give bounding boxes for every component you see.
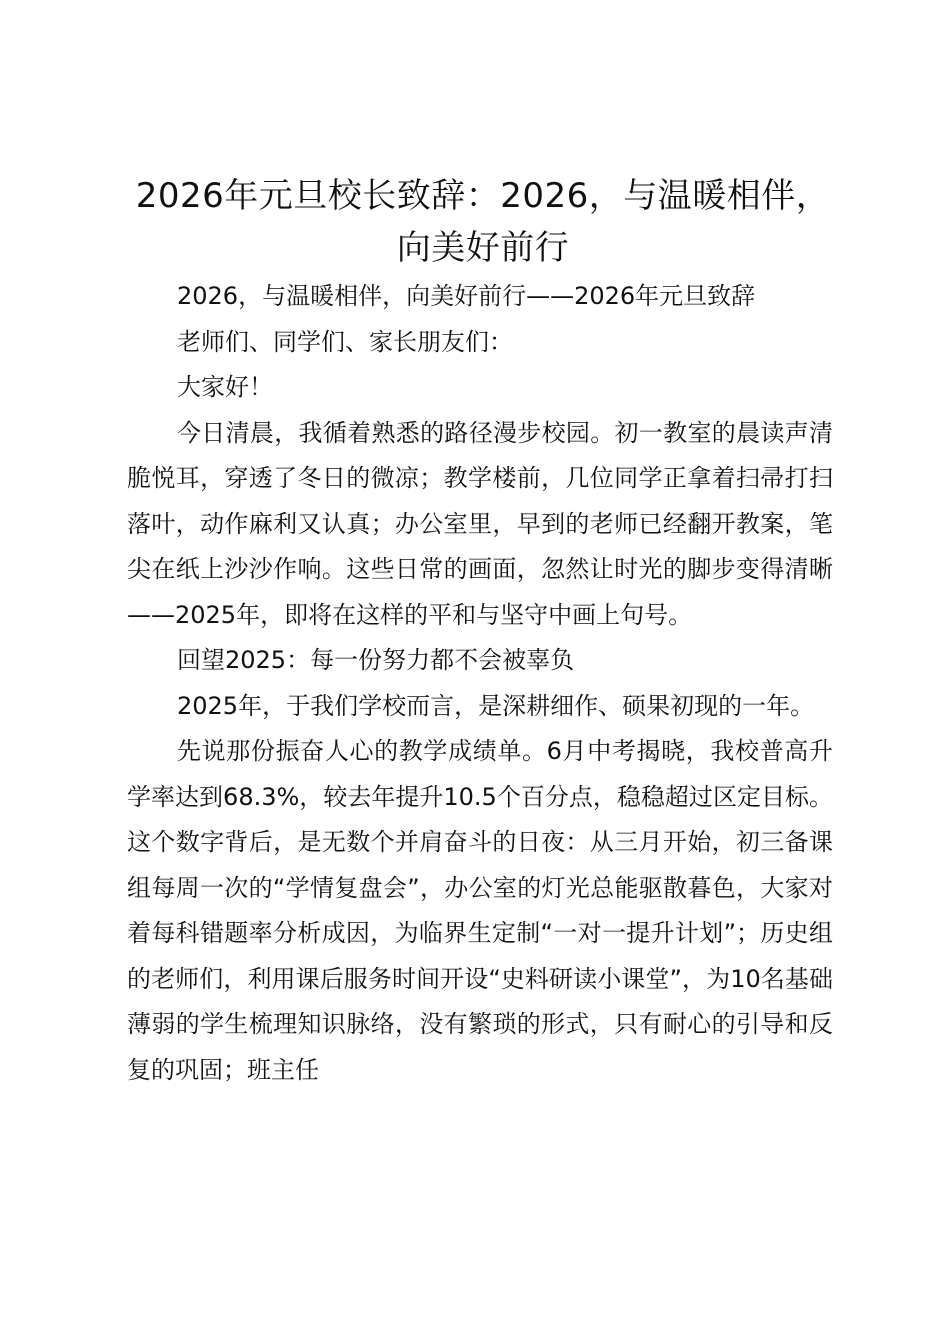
body-paragraph: 2025年，于我们学校而言，是深耕细作、硕果初现的一年。 [177,691,815,720]
body-paragraph: 今日清晨，我循着熟悉的路径漫步校园。初一教室的晨读声清脆悦耳，穿透了冬日的微凉；教学楼前，几位同学正拿着扫帚打扫落叶，动作麻利又认真；办公室里，早到的老师已经翻开教案，笔尖在纸上沙沙作响。这些日常的画面，忽然让时光的脚步变得清晰——2025年，即将在这样的平和与坚守中画上句号。 [127,418,833,629]
body-paragraph: 先说那份振奋人心的教学成绩单。6月中考揭晓，我校普高升学率达到68.3%，较去年提升10.5个百分点，稳稳超过区定目标。这个数字背后，是无数个并肩奋斗的日夜：从三月开始，初三备课组每周一次的“学情复盘会”，办公室的灯光总能驱散暮色，大家对着每科错题率分析成因，为临界生定制“一对一提升计划”；历史组的老师们，利用课后服务时间开设“史料研读小课堂”，为10名基础薄弱的学生梳理知识脉络，没有繁琐的形式，只有耐心的引导和反复的巩固；班主任 [127,737,833,1084]
section-heading: 回望2025：每一份努力都不会被辜负 [177,646,575,674]
document-page [127,170,833,1093]
salutation-paragraph: 老师们、同学们、家长朋友们： [177,327,513,356]
document-title: 2026年元旦校长致辞：2026，与温暖相伴，向美好前行 [135,176,831,268]
greeting-paragraph: 大家好！ [177,373,273,401]
subtitle-paragraph: 2026，与温暖相伴，向美好前行——2026年元旦致辞 [177,282,756,310]
